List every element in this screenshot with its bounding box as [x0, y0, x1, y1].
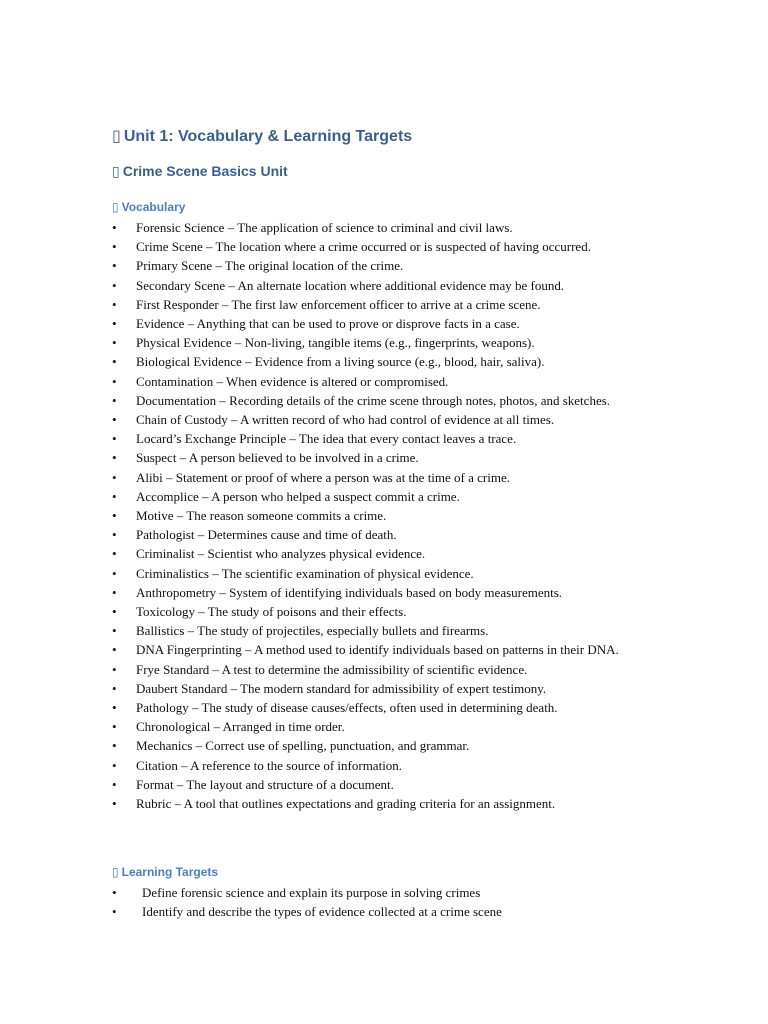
list-item: [112, 902, 672, 921]
list-item-text: Crime Scene – The location where a crime occurred or is suspected of having occurred.: [136, 239, 591, 255]
bullet-icon: •: [112, 488, 117, 504]
list-item-text: Physical Evidence – Non-living, tangible items (e.g., fingerprints, weapons).: [136, 335, 535, 351]
bullet-icon: •: [112, 373, 117, 389]
unit-title-text: Unit 1: Vocabulary & Learning Targets: [123, 128, 413, 145]
placeholder-glyph: ▯: [112, 163, 120, 179]
list-item: [112, 794, 672, 813]
bullet-icon: •: [112, 796, 117, 812]
bullet-icon: •: [112, 719, 117, 735]
list-item: [112, 621, 672, 640]
list-item-text: Pathologist – Determines cause and time of death.: [136, 527, 397, 543]
vocabulary-list: [112, 218, 672, 813]
list-item: [112, 883, 672, 902]
list-item: [112, 410, 672, 429]
list-item-text: Define forensic science and explain its purpose in solving crimes: [142, 885, 481, 900]
bullet-icon: •: [112, 700, 117, 716]
list-item-text: Chronological – Arranged in time order.: [136, 719, 345, 735]
bullet-icon: •: [112, 220, 117, 235]
list-item: [112, 352, 672, 371]
bullet-icon: •: [112, 450, 117, 466]
bullet-icon: •: [112, 508, 117, 524]
list-item-text: First Responder – The first law enforcement officer to arrive at a crime scene.: [136, 296, 541, 312]
bullet-icon: •: [112, 316, 117, 332]
list-item: [112, 487, 672, 506]
bullet-icon: •: [112, 412, 117, 428]
list-item: [112, 640, 672, 659]
bullet-icon: •: [112, 661, 117, 677]
bullet-icon: •: [112, 469, 117, 485]
list-item-text: Evidence – Anything that can be used to prove or disprove facts in a case.: [136, 316, 520, 332]
list-item-text: Daubert Standard – The modern standard for admissibility of expert testimony.: [136, 680, 547, 696]
bullet-icon: •: [112, 546, 117, 562]
list-item-text: Primary Scene – The original location of the crime.: [136, 258, 404, 274]
list-item-text: Locard’s Exchange Principle – The idea that every contact leaves a trace.: [136, 431, 517, 447]
list-item-text: Alibi – Statement or proof of where a person was at the time of a crime.: [136, 469, 510, 485]
bullet-icon: •: [112, 738, 117, 754]
list-item-text: Anthropometry – System of identifying individuals based on body measurements.: [136, 584, 563, 600]
list-item-text: Frye Standard – A test to determine the admissibility of scientific evidence.: [136, 661, 528, 677]
list-item: [112, 314, 672, 333]
bullet-icon: •: [112, 239, 117, 255]
list-item-text: Biological Evidence – Evidence from a living source (e.g., blood, hair, saliva).: [136, 354, 545, 370]
learning-targets-heading-text: Learning Targets: [121, 865, 219, 879]
list-item-text: Format – The layout and structure of a document.: [136, 776, 394, 792]
bullet-icon: •: [112, 527, 117, 543]
bullet-icon: •: [112, 392, 117, 408]
bullet-icon: •: [112, 258, 117, 274]
list-item: [112, 736, 672, 755]
list-item: [112, 717, 672, 736]
learning-targets-list: [112, 883, 672, 921]
bullet-icon: •: [112, 296, 117, 312]
list-item: [112, 391, 672, 410]
list-item: [112, 525, 672, 544]
list-item: [112, 775, 672, 794]
list-item: [112, 295, 672, 314]
list-item-text: Contamination – When evidence is altered or compromised.: [136, 373, 449, 389]
vocabulary-heading-text: Vocabulary: [121, 200, 186, 214]
learning-targets-heading: [112, 865, 218, 879]
unit-subtitle-text: Crime Scene Basics Unit: [122, 163, 288, 179]
list-item: [112, 583, 672, 602]
list-item: [112, 756, 672, 775]
list-item-text: Mechanics – Correct use of spelling, punctuation, and grammar.: [136, 738, 470, 754]
list-item: [112, 276, 672, 295]
list-item: [112, 506, 672, 525]
list-item-text: Criminalist – Scientist who analyzes physical evidence.: [136, 546, 426, 562]
bullet-icon: •: [112, 885, 117, 900]
list-item: [112, 448, 672, 467]
unit-subtitle: [112, 163, 288, 180]
list-item-text: Rubric – A tool that outlines expectations and grading criteria for an assignment.: [136, 796, 556, 812]
list-item: [112, 698, 672, 717]
list-item-text: Toxicology – The study of poisons and their effects.: [136, 604, 407, 620]
list-item-text: DNA Fingerprinting – A method used to identify individuals based on patterns in their DNA.: [136, 642, 619, 658]
bullet-icon: •: [112, 565, 117, 581]
list-item: [112, 218, 672, 237]
list-item: [112, 429, 672, 448]
bullet-icon: •: [112, 776, 117, 792]
bullet-icon: •: [112, 680, 117, 696]
bullet-icon: •: [112, 431, 117, 447]
list-item-text: Chain of Custody – A written record of who had control of evidence at all times.: [136, 412, 555, 428]
list-item: [112, 468, 672, 487]
bullet-icon: •: [112, 584, 117, 600]
list-item-text: Forensic Science – The application of science to criminal and civil laws.: [136, 220, 513, 235]
list-item: [112, 564, 672, 583]
list-item-text: Accomplice – A person who helped a suspect commit a crime.: [136, 488, 460, 504]
bullet-icon: •: [112, 757, 117, 773]
list-item: [112, 372, 672, 391]
bullet-icon: •: [112, 354, 117, 370]
list-item: [112, 660, 672, 679]
list-item: [112, 679, 672, 698]
list-item: [112, 602, 672, 621]
unit-title: [112, 126, 412, 146]
bullet-icon: •: [112, 277, 117, 293]
list-item-text: Suspect – A person believed to be involved in a crime.: [136, 450, 419, 466]
list-item-text: Pathology – The study of disease causes/effects, often used in determining death.: [136, 700, 558, 716]
list-item: [112, 544, 672, 563]
list-item-text: Documentation – Recording details of the crime scene through notes, photos, and sketches.: [136, 392, 611, 408]
bullet-icon: •: [112, 623, 117, 639]
bullet-icon: •: [112, 604, 117, 620]
list-item: [112, 237, 672, 256]
list-item-text: Identify and describe the types of evidence collected at a crime scene: [142, 904, 502, 920]
bullet-icon: •: [112, 335, 117, 351]
placeholder-glyph: ▯: [112, 128, 121, 145]
placeholder-glyph: ▯: [112, 200, 119, 214]
placeholder-glyph: ▯: [112, 865, 119, 879]
list-item: [112, 333, 672, 352]
list-item-text: Motive – The reason someone commits a crime.: [136, 508, 387, 524]
vocabulary-heading: [112, 200, 185, 214]
list-item-text: Secondary Scene – An alternate location where additional evidence may be found.: [136, 277, 565, 293]
list-item-text: Criminalistics – The scientific examination of physical evidence.: [136, 565, 474, 581]
bullet-icon: •: [112, 904, 117, 920]
list-item: [112, 256, 672, 275]
list-item-text: Ballistics – The study of projectiles, especially bullets and firearms.: [136, 623, 489, 639]
list-item-text: Citation – A reference to the source of information.: [136, 757, 403, 773]
bullet-icon: •: [112, 642, 117, 658]
